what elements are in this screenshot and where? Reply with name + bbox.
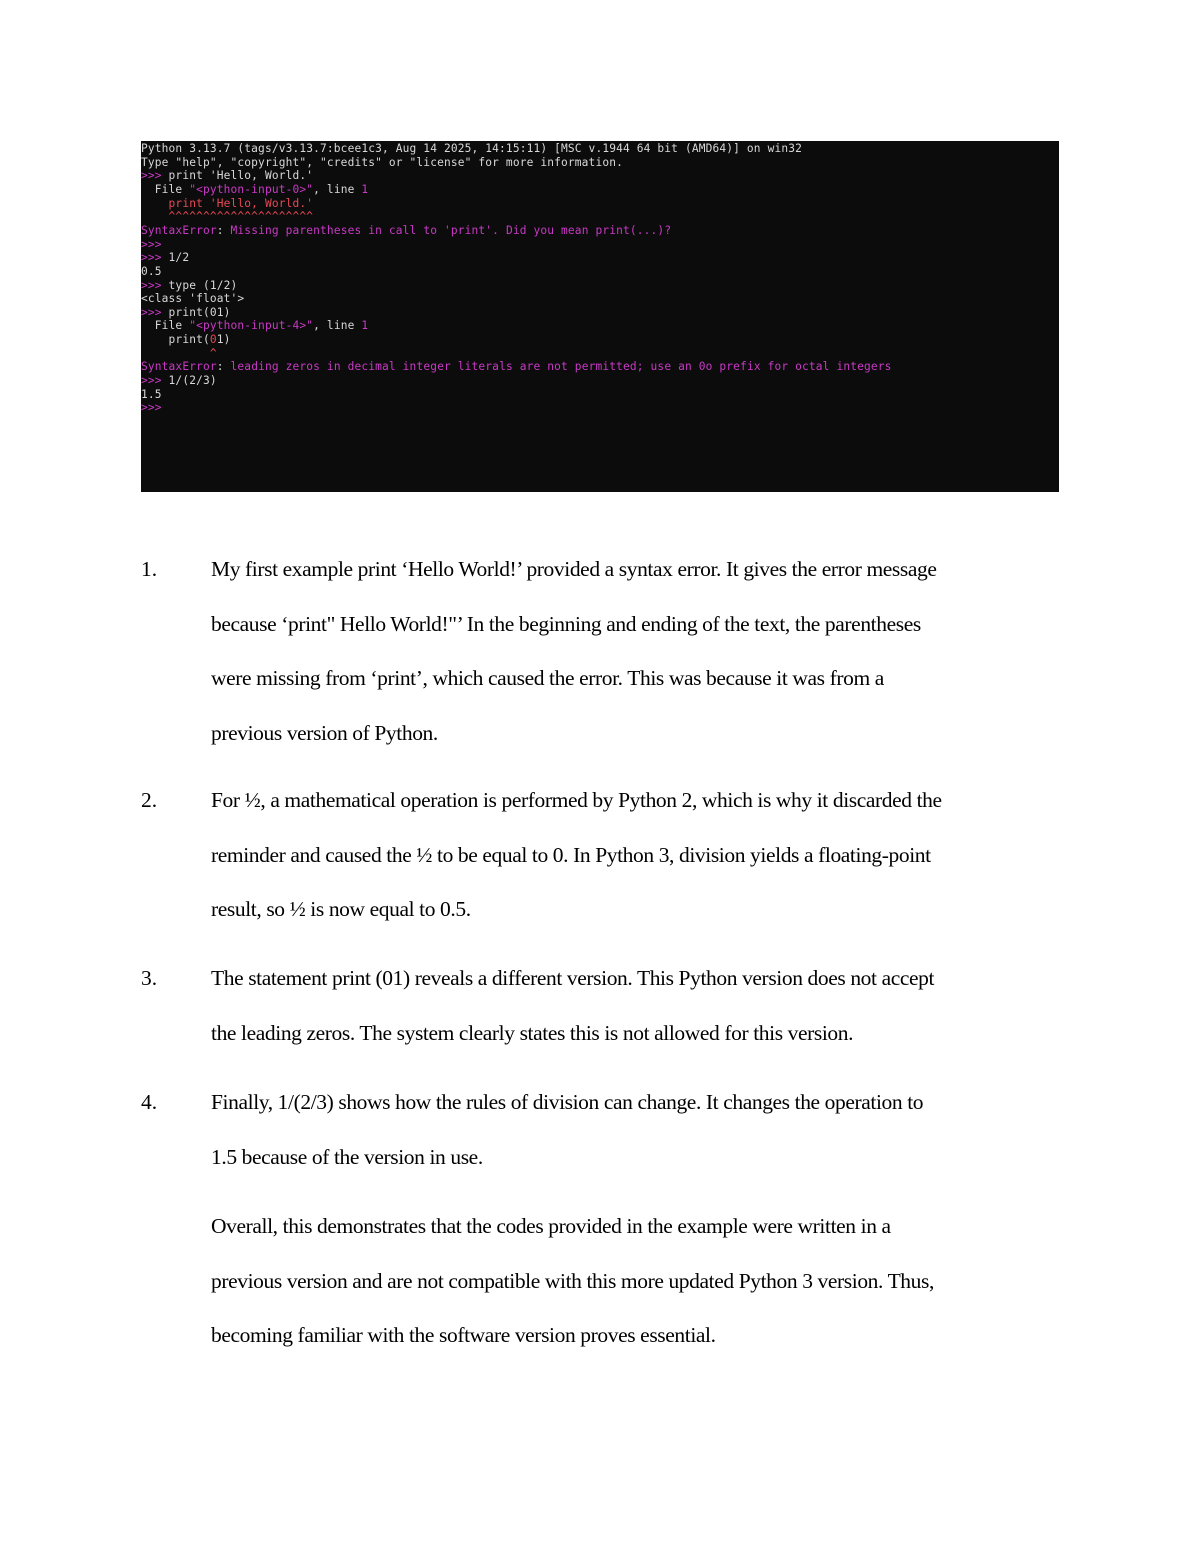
list-item-line: reminder and caused the ½ to be equal to 0. In Python 3, division yields a floating-point: [211, 842, 931, 867]
terminal-segment: "<python-input-0>": [189, 182, 314, 196]
list-item-4: [211, 1075, 1061, 1184]
list-item-line: because ‘print" Hello World!"’ In the beginning and ending of the text, the parentheses: [211, 611, 921, 636]
conclusion-line: becoming familiar with the software version proves essential.: [211, 1323, 716, 1348]
terminal-segment: ^^^^^^^^^^^^^^^^^^^^^: [141, 210, 314, 224]
list-number-2: 2.: [141, 788, 158, 812]
terminal-segment: >>>: [141, 401, 162, 415]
list-item-line: The statement print (01) reveals a different version. This Python version does not accept: [211, 966, 935, 990]
list-item-line: result, so ½ is now equal to 0.5.: [211, 897, 471, 922]
terminal-line: [141, 238, 162, 252]
list-item-line: 1.5 because of the version in use.: [211, 1144, 483, 1169]
terminal-segment: 1: [361, 319, 369, 333]
terminal-segment: print 'Hello, World.': [168, 196, 314, 210]
terminal-line: [141, 265, 162, 279]
terminal-line: [141, 374, 217, 388]
terminal-line: [141, 197, 313, 211]
terminal-line: [141, 183, 368, 197]
terminal-segment: "<python-input-4>": [189, 319, 314, 333]
terminal-segment: <class 'float'>: [141, 292, 245, 306]
terminal-segment: print 'Hello, World.': [168, 169, 314, 183]
terminal-segment: leading zeros in decimal integer literals are not permitted; use an 0o prefix for octal integers: [230, 360, 892, 374]
terminal-segment: Type "help", "copyright", "credits" or "license" for more information.: [141, 155, 623, 169]
terminal-segment: Missing parentheses in call to 'print'. Did you mean print(...)?: [230, 223, 672, 237]
terminal-segment: 0.5: [141, 264, 162, 278]
terminal-segment: >>>: [141, 251, 169, 265]
terminal-line: [141, 224, 671, 238]
conclusion-paragraph: [211, 1199, 1061, 1363]
list-number-3: 3.: [141, 966, 158, 990]
terminal-line: [141, 306, 231, 320]
list-item-line: were missing from ‘print’, which caused the error. This was because it was from a: [211, 666, 884, 691]
terminal-line: [141, 292, 244, 306]
terminal-segment: type (1/2): [168, 278, 238, 292]
terminal-line: [141, 360, 892, 374]
terminal-segment: SyntaxError: [141, 360, 217, 374]
terminal-segment: 1: [361, 182, 369, 196]
terminal-segment: 1): [216, 333, 231, 347]
terminal-segment: ^: [141, 346, 217, 360]
terminal-segment: >>>: [141, 169, 169, 183]
terminal-line: [141, 347, 217, 361]
terminal-segment: >>>: [141, 374, 169, 388]
terminal-segment: 1.5: [141, 387, 162, 401]
terminal-line: [141, 169, 313, 183]
terminal-line: [141, 251, 189, 265]
terminal-line: [141, 401, 162, 415]
terminal-segment: File: [141, 319, 190, 333]
terminal-segment: [141, 197, 169, 210]
terminal-segment: , line: [313, 319, 362, 333]
list-item-line: For ½, a mathematical operation is performed by Python 2, which is why it discarded the: [211, 788, 942, 812]
list-number-4: 4.: [141, 1090, 158, 1114]
list-item-line: the leading zeros. The system clearly states this is not allowed for this version.: [211, 1020, 854, 1045]
terminal-segment: 1/(2/3): [168, 374, 217, 388]
terminal-segment: >>>: [141, 305, 169, 319]
list-item-2: [211, 773, 1061, 937]
terminal-segment: :: [216, 223, 231, 237]
list-item-line: previous version of Python.: [211, 720, 438, 745]
terminal-segment: print(01): [168, 305, 231, 319]
terminal-segment: 1/2: [168, 251, 190, 265]
terminal-line: [141, 210, 313, 224]
terminal-line: [141, 142, 802, 156]
terminal-segment: print(: [141, 333, 210, 347]
terminal-segment: >>>: [141, 278, 169, 292]
terminal-segment: , line: [313, 182, 362, 196]
terminal-line: [141, 333, 231, 347]
list-item-line: My first example print ‘Hello World!’ provided a syntax error. It gives the error message: [211, 557, 937, 581]
terminal-line: [141, 279, 237, 293]
terminal-segment: >>>: [141, 237, 162, 251]
terminal-screenshot: [141, 141, 1059, 492]
list-item-3: [211, 951, 1061, 1060]
conclusion-line: previous version and are not compatible with this more updated Python 3 version. Thus,: [211, 1268, 934, 1293]
conclusion-line: Overall, this demonstrates that the codes provided in the example were written in a: [211, 1214, 891, 1238]
list-item-1: [211, 542, 1061, 760]
terminal-line: [141, 156, 623, 170]
terminal-segment: :: [216, 360, 231, 374]
terminal-line: [141, 388, 162, 402]
list-item-line: Finally, 1/(2/3) shows how the rules of division can change. It changes the operation to: [211, 1090, 924, 1114]
list-number-1: 1.: [141, 557, 158, 581]
terminal-segment: File: [141, 182, 190, 196]
terminal-segment: 0: [209, 333, 217, 347]
terminal-segment: SyntaxError: [141, 223, 217, 237]
terminal-segment: Python 3.13.7 (tags/v3.13.7:bcee1c3, Aug 14 2025, 14:15:11) [MSC v.1944 64 bit (AMD64)] on win32: [141, 142, 803, 155]
terminal-line: [141, 319, 368, 333]
